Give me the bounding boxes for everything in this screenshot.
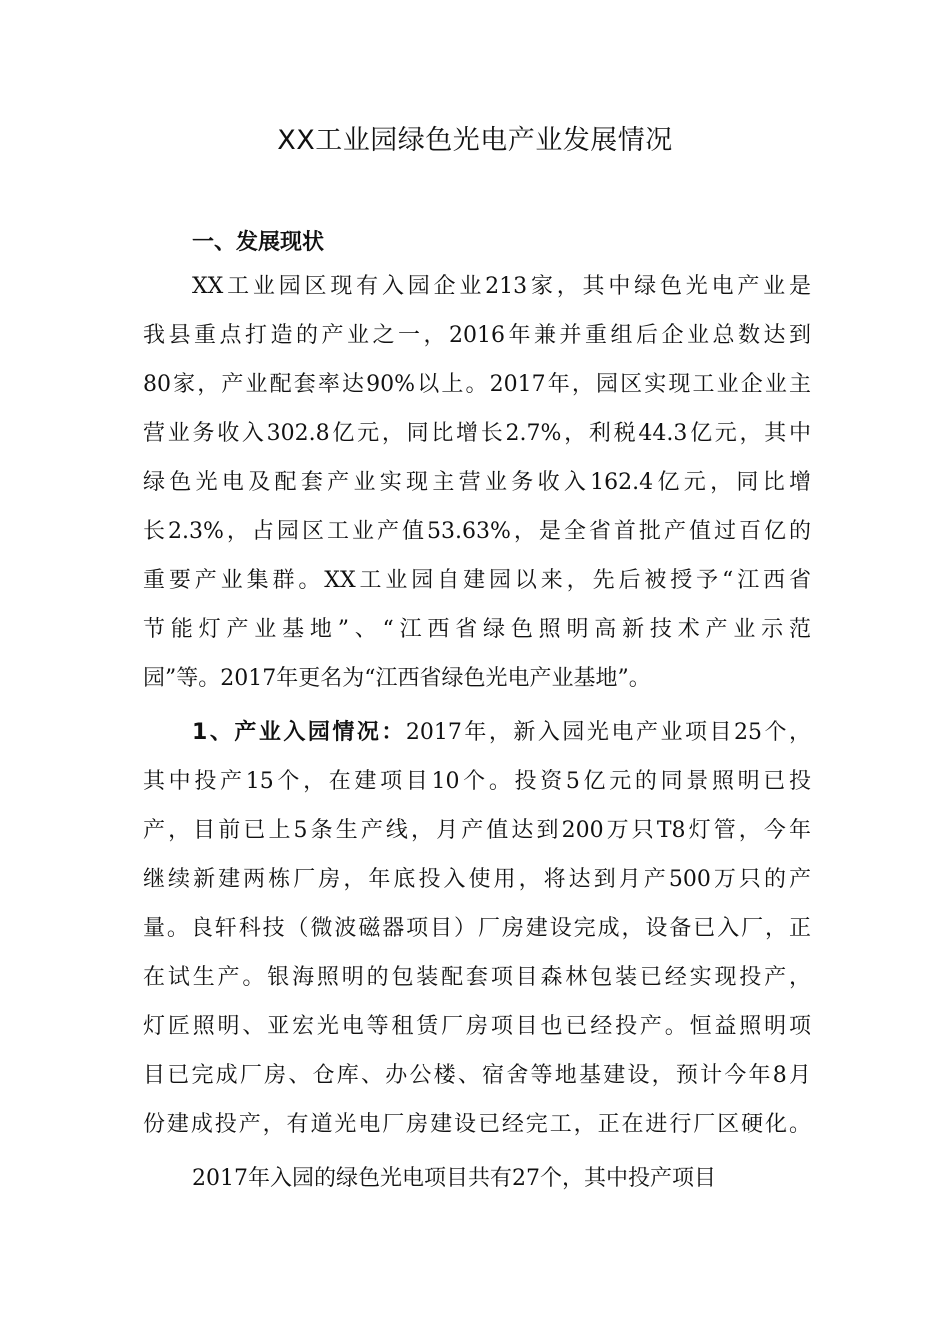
paragraph-line: 量。良轩科技（微波磁器项目）厂房建设完成，设备已入厂，正 [143,916,811,941]
paragraph-line: XX工业园区现有入园企业213家，其中绿色光电产业是 [192,274,811,299]
paragraph-line [192,718,811,748]
paragraph-line: 在试生产。银海照明的包装配套项目森林包装已经实现投产， [143,965,811,990]
paragraph-line: 其中投产15个，在建项目10个。投资5亿元的同景照明已投 [143,769,811,794]
paragraph-line: 2017年入园的绿色光电项目共有27个，其中投产项目 [192,1166,716,1191]
document-title: XX工业园绿色光电产业发展情况 [277,125,673,156]
paragraph-line: 绿色光电及配套产业实现主营业务收入162.4亿元，同比增 [143,470,811,495]
paragraph-text: 2017年，新入园光电产业项目25个， [405,720,811,745]
paragraph-line: 继续新建两栋厂房，年底投入使用，将达到月产500万只的产 [143,867,811,892]
subsection-label: 1、产业入园情况： [192,720,406,745]
paragraph-line: 营业务收入302.8亿元，同比增长2.7%，利税44.3亿元，其中 [143,421,811,446]
paragraph-line: 产，目前已上5条生产线，月产值达到200万只T8灯管，今年 [143,818,811,843]
paragraph-line: 我县重点打造的产业之一，2016年兼并重组后企业总数达到 [143,323,811,348]
paragraph-line: 重要产业集群。XX工业园自建园以来，先后被授予“江西省 [143,568,811,593]
paragraph-line: 节能灯产业基地”、“江西省绿色照明高新技术产业示范 [143,617,811,642]
paragraph-line: 灯匠照明、亚宏光电等租赁厂房项目也已经投产。恒益照明项 [143,1014,811,1039]
paragraph-line: 园”等。2017年更名为“江西省绿色光电产业基地”。 [143,666,651,691]
section-heading: 一、发展现状 [192,230,325,255]
paragraph-line: 长2.3%，占园区工业产值53.63%，是全省首批产值过百亿的 [143,519,811,544]
paragraph-line: 80家，产业配套率达90%以上。2017年，园区实现工业企业主 [143,372,811,397]
paragraph-line: 目已完成厂房、仓库、办公楼、宿舍等地基建设，预计今年8月 [143,1063,811,1088]
paragraph-line: 份建成投产，有道光电厂房建设已经完工，正在进行厂区硬化。 [143,1112,811,1137]
